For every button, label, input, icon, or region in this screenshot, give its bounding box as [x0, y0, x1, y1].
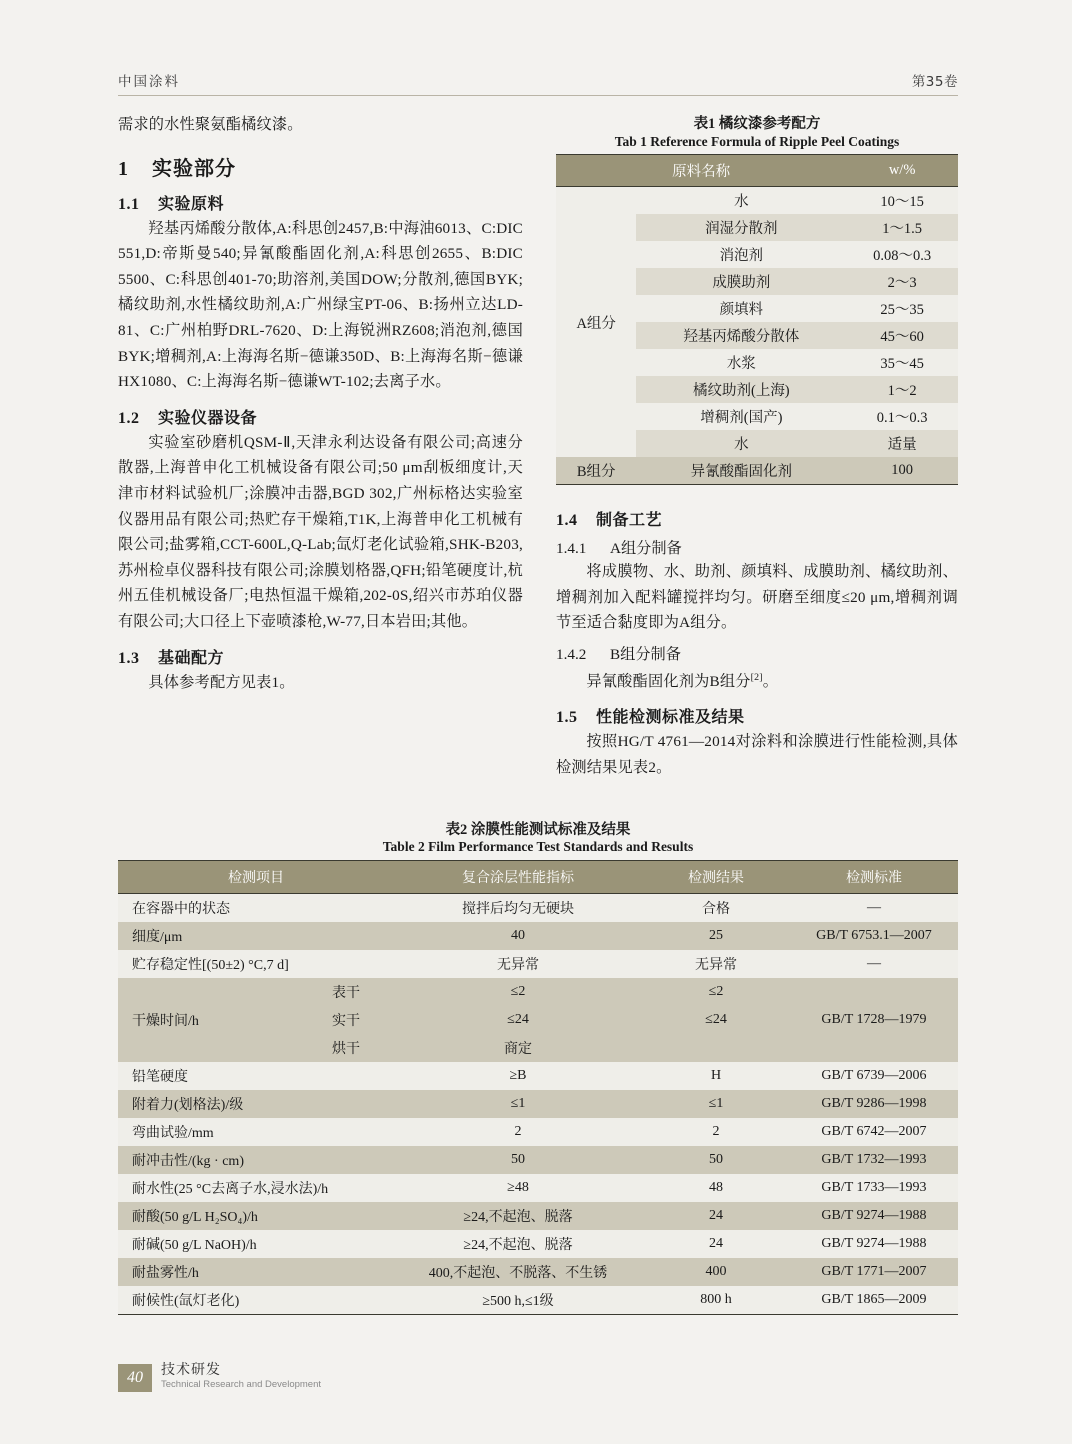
- table2-cell-result: 48: [642, 1174, 790, 1202]
- table2-cell-result: ≤2: [642, 978, 790, 1006]
- page-header: [118, 70, 958, 90]
- subsection-heading-1-4: [556, 507, 958, 530]
- footer-text: [161, 1364, 321, 1392]
- table1-cell-name: 润湿分散剂: [636, 214, 846, 241]
- table2-cell-result: [642, 1034, 790, 1062]
- equipment-paragraph: 实验室砂磨机QSM-Ⅱ,天津永利达设备有限公司;高速分散器,上海普申化工机械设备有限公司;50 μm刮板细度计,天津市材料试验机厂;涂膜冲击器,BGD 302,广州标格达实验室仪器用品有限公司;热贮存干燥箱,T1K,上海普申化工机械有限公司;盐雾箱,CCT-600L,Q-Lab;氙灯老化试验箱,SHK-B203,苏州检卓仪器科技有限公司;涂膜划格器,QFH;铅笔硬度计,杭州五佳机械设备厂;电热恒温干燥箱,202-0S,绍兴市苏珀仪器有限公司;大口径上下壶喷漆枪,W-77,日本岩田;其他。: [118, 433, 523, 630]
- table2-cell-index: ≥48: [394, 1174, 642, 1202]
- table2-cell-result: ≤24: [642, 1006, 790, 1034]
- subsubsection-title: A组分制备: [610, 540, 682, 557]
- table2-cell-item: 耐酸(50 g/L H₂SO₄)/h: [118, 1202, 394, 1230]
- table2-cell-result: 合格: [642, 894, 790, 923]
- performance-paragraph: 按照HG/T 4761—2014对涂料和涂膜进行性能检测,具体检测结果见表2。: [556, 733, 958, 777]
- table2-cell-index: 搅拌后均匀无硬块: [394, 894, 642, 923]
- table-row: [118, 1146, 958, 1174]
- table-row: [556, 457, 958, 485]
- subsection-number: 1.4: [556, 512, 578, 529]
- table1-cell-value: 35～45: [846, 349, 958, 376]
- section-heading-1: [118, 152, 523, 181]
- table2-cell-item: 铅笔硬度: [118, 1062, 394, 1090]
- table-row: [118, 1202, 958, 1230]
- table1-caption-en: Tab 1 Reference Formula of Ripple Peel Coatings: [614, 134, 900, 149]
- table1-header-row: [556, 155, 958, 187]
- table1-cell-name: 羟基丙烯酸分散体: [636, 322, 846, 349]
- page-footer: [118, 1364, 321, 1392]
- table2-cell-standard: GB/T 1771—2007: [790, 1258, 958, 1286]
- table1-cell-value: 45～60: [846, 322, 958, 349]
- subsubsection-number: 1.4.1: [556, 540, 587, 557]
- table1-cell-name: 成膜助剂: [636, 268, 846, 295]
- table2-cell-item: 细度/μm: [118, 922, 394, 950]
- subsection-heading-1-3: [118, 645, 523, 668]
- table2-cell-index: ≥24,不起泡、脱落: [394, 1202, 642, 1230]
- table-row: [118, 1258, 958, 1286]
- table2-cell-standard: GB/T 9274—1988: [790, 1202, 958, 1230]
- subsubsection-number: 1.4.2: [556, 645, 587, 663]
- table2-cell-result: 24: [642, 1230, 790, 1258]
- subsection-number: 1.1: [118, 195, 140, 213]
- table1-cell-value: 100: [846, 457, 958, 485]
- table1-group-b-label: B组分: [556, 457, 636, 485]
- table2-cell-result: 800 h: [642, 1286, 790, 1315]
- table2-cell-result: 2: [642, 1118, 790, 1146]
- header-divider: [118, 95, 958, 96]
- lead-text: 需求的水性聚氨酯橘纹漆。: [118, 116, 303, 133]
- section-title: 实验部分: [152, 157, 236, 180]
- table2-block: [118, 818, 958, 1315]
- table2-cell-subitem: 烘干: [298, 1034, 394, 1062]
- volume-label: 第35卷: [911, 74, 958, 90]
- table2-cell-index: ≤24: [394, 1006, 642, 1034]
- subsubsection-heading-1-4-2: [556, 643, 958, 664]
- table2-cell-result: 无异常: [642, 950, 790, 978]
- subsection-title: 实验原料: [158, 195, 225, 213]
- table2-cell-item: 耐冲击性/(kg · cm): [118, 1146, 394, 1174]
- table2-cell-result: 50: [642, 1146, 790, 1174]
- table-row: [118, 950, 958, 978]
- table-row: [118, 1230, 958, 1258]
- table1: [556, 154, 958, 485]
- table1-group-a-label: A组分: [556, 187, 636, 458]
- table2-cell-result: 25: [642, 922, 790, 950]
- table1-cell-value: 0.1～0.3: [846, 403, 958, 430]
- table2-cell-index: 无异常: [394, 950, 642, 978]
- table1-cell-value: 1～2: [846, 376, 958, 403]
- table2-cell-item: 在容器中的状态: [118, 894, 394, 923]
- table2-cell-item: 耐候性(氙灯老化): [118, 1286, 394, 1315]
- journal-name: 中国涂料: [118, 74, 180, 90]
- table-row: [118, 894, 958, 923]
- materials-paragraph: 羟基丙烯酸分散体,A:科思创2457,B:中海油6013、C:DIC 551,D:帝斯曼540;异氰酸酯固化剂,A:科思创2655、B:DIC 5500、C:科思创401-70;助溶剂,美国DOW;分散剂,德国BYK;橘纹助剂,水性橘纹助剂,A:广州绿宝PT-06、B:扬州立达LD-81、C:广州柏野DRL-7620、D:上海锐洲RZ608;消泡剂,德国BYK;增稠剂,A:上海海名斯−德谦350D、B:上海海名斯−德谦HX1080、C:上海海名斯−德谦WT-102;去离子水。: [118, 219, 523, 391]
- table2-cell-subitem: 表干: [298, 978, 394, 1006]
- table2-cell-result: H: [642, 1062, 790, 1090]
- subsubsection-title: B组分制备: [610, 645, 681, 663]
- table1-cell-value: 10～15: [846, 187, 958, 215]
- table2-col-standard: 检测标准: [790, 861, 958, 894]
- table-row: [118, 922, 958, 950]
- table1-col-value: w/%: [846, 155, 958, 187]
- table1-cell-name: 增稠剂(国产): [636, 403, 846, 430]
- table1-cell-value: 1～1.5: [846, 214, 958, 241]
- table2-cell-item: 耐碱(50 g/L NaOH)/h: [118, 1230, 394, 1258]
- table1-cell-value: 2～3: [846, 268, 958, 295]
- subsection-title: 性能检测标准及结果: [596, 709, 745, 727]
- table2-cell-subitem: 实干: [298, 1006, 394, 1034]
- table2-cell-standard: —: [790, 894, 958, 923]
- table-row: [118, 1174, 958, 1202]
- table2-cell-result: 24: [642, 1202, 790, 1230]
- subsection-title: 制备工艺: [596, 512, 663, 529]
- table2: [118, 860, 958, 1315]
- table2-cell-result: ≤1: [642, 1090, 790, 1118]
- subsection-number: 1.5: [556, 709, 578, 727]
- table1-cell-name: 异氰酸酯固化剂: [636, 457, 846, 485]
- table2-cell-result: 400: [642, 1258, 790, 1286]
- table2-cell-standard: GB/T 9286—1998: [790, 1090, 958, 1118]
- table2-col-item: 检测项目: [118, 861, 394, 894]
- table2-cell-item: 弯曲试验/mm: [118, 1118, 394, 1146]
- prep-a-paragraph: 将成膜物、水、助剂、颜填料、成膜助剂、橘纹助剂、增稠剂加入配料罐搅拌均匀。研磨至细度≤20 μm,增稠剂调节至适合黏度即为A组分。: [556, 563, 958, 632]
- table2-col-index: 复合涂层性能指标: [394, 861, 642, 894]
- table2-cell-item: 耐盐雾性/h: [118, 1258, 394, 1286]
- table2-col-result: 检测结果: [642, 861, 790, 894]
- table1-cell-name: 消泡剂: [636, 241, 846, 268]
- subsection-title: 实验仪器设备: [158, 409, 258, 427]
- table2-cell-standard: GB/T 1732—1993: [790, 1146, 958, 1174]
- page-number: 40: [118, 1364, 152, 1392]
- table2-cell-index: 2: [394, 1118, 642, 1146]
- table2-header-row: [118, 861, 958, 894]
- table2-cell-item: 干燥时间/h: [118, 978, 298, 1062]
- subsection-heading-1-2: [118, 405, 523, 428]
- table2-cell-index: ≥B: [394, 1062, 642, 1090]
- table1-cell-value: 25～35: [846, 295, 958, 322]
- table2-cell-index: ≥500 h,≤1级: [394, 1286, 642, 1315]
- table-row: [118, 1286, 958, 1315]
- table2-cell-standard: GB/T 6753.1—2007: [790, 922, 958, 950]
- subsection-heading-1-5: [556, 704, 958, 727]
- table2-cell-item: 附着力(划格法)/级: [118, 1090, 394, 1118]
- table1-cell-value: 适量: [846, 430, 958, 457]
- table1-col-name: 原料名称: [556, 155, 846, 187]
- table1-cell-name: 橘纹助剂(上海): [636, 376, 846, 403]
- table1-cell-name: 颜填料: [636, 295, 846, 322]
- table2-cell-index: ≤2: [394, 978, 642, 1006]
- table2-cell-standard: —: [790, 950, 958, 978]
- basic-formula-paragraph: 具体参考配方见表1。: [148, 673, 295, 691]
- table-row: [118, 1062, 958, 1090]
- subsection-number: 1.3: [118, 649, 140, 667]
- table2-cell-standard: GB/T 1728—1979: [790, 978, 958, 1062]
- subsubsection-heading-1-4-1: [556, 537, 958, 558]
- table-row: [118, 978, 958, 1006]
- right-column: [556, 112, 958, 781]
- table2-cell-standard: GB/T 9274—1988: [790, 1230, 958, 1258]
- section-number: 1: [118, 157, 129, 180]
- table2-cell-index: ≤1: [394, 1090, 642, 1118]
- table1-cell-value: 0.08～0.3: [846, 241, 958, 268]
- table2-cell-standard: GB/T 1865—2009: [790, 1286, 958, 1315]
- table2-cell-standard: GB/T 6739—2006: [790, 1062, 958, 1090]
- footer-section-cn: 技术研发: [161, 1363, 221, 1378]
- table2-cell-item: 耐水性(25 °C去离子水,浸水法)/h: [118, 1174, 394, 1202]
- subsection-heading-1-1: [118, 191, 523, 214]
- subsection-title: 基础配方: [158, 649, 225, 667]
- table1-cell-name: 水: [636, 187, 846, 215]
- table2-cell-standard: GB/T 1733—1993: [790, 1174, 958, 1202]
- table-row: [118, 1118, 958, 1146]
- subsection-number: 1.2: [118, 409, 140, 427]
- table1-cell-name: 水浆: [636, 349, 846, 376]
- footer-section-en: Technical Research and Development: [161, 1379, 322, 1390]
- table2-cell-index: 40: [394, 922, 642, 950]
- prep-b-paragraph: 异氰酸酯固化剂为B组分[2]。: [586, 671, 779, 690]
- table2-caption-cn: 表2 涂膜性能测试标准及结果: [445, 822, 631, 838]
- table-row: [118, 1090, 958, 1118]
- table2-cell-index: 50: [394, 1146, 642, 1174]
- table1-cell-name: 水: [636, 430, 846, 457]
- table2-cell-item: 贮存稳定性[(50±2) °C,7 d]: [118, 950, 394, 978]
- table2-cell-standard: GB/T 6742—2007: [790, 1118, 958, 1146]
- table2-cell-index: 400,不起泡、不脱落、不生锈: [394, 1258, 642, 1286]
- table-row: [556, 187, 958, 215]
- table2-cell-index: ≥24,不起泡、脱落: [394, 1230, 642, 1258]
- left-column: [118, 112, 523, 695]
- table1-caption-cn: 表1 橘纹漆参考配方: [693, 116, 821, 132]
- table2-caption-en: Table 2 Film Performance Test Standards and Results: [382, 839, 694, 854]
- table2-cell-index: 商定: [394, 1034, 642, 1062]
